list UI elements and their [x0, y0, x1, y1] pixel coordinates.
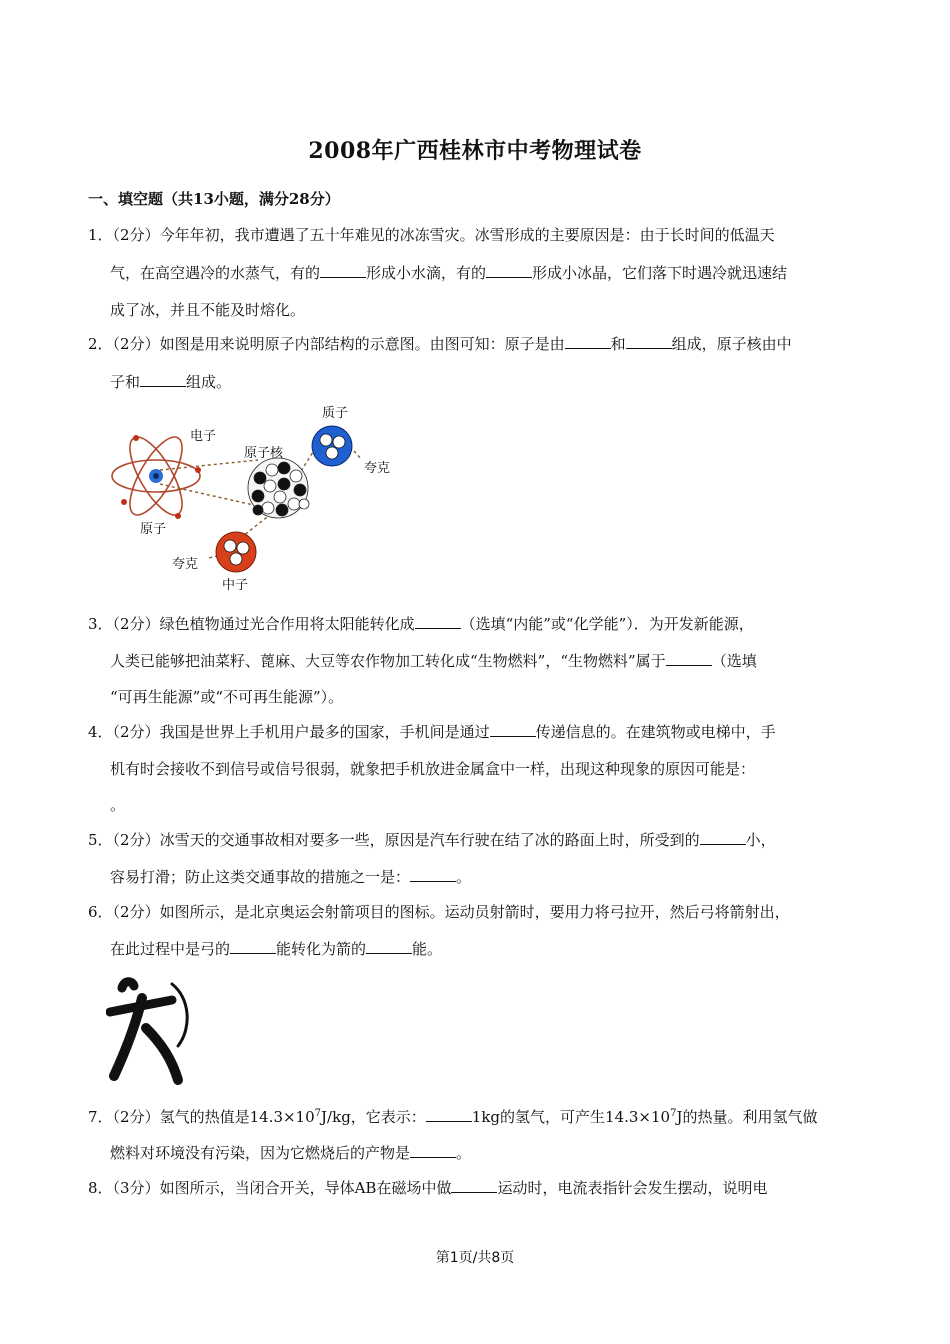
question-text: J/kg，它表示：: [321, 1108, 426, 1126]
question-4-line-1: [88, 721, 776, 742]
question-6-line-2: [110, 938, 442, 959]
question-text: （2分）我国是世界上手机用户最多的国家，手机间是通过: [112, 723, 490, 741]
superscript: 7: [314, 1108, 322, 1119]
label-quark-1: 夸克: [364, 461, 391, 476]
question-number: 5．: [88, 831, 113, 849]
question-number: 7．: [88, 1108, 113, 1126]
question-4-line-2: [110, 758, 755, 779]
nucleus-cluster: [248, 458, 309, 518]
question-text: （选填: [711, 652, 757, 670]
page-footer: 第1页/共8页: [435, 1250, 515, 1266]
question-text: 1kg的氢气，可产生14.3×10: [471, 1108, 671, 1126]
answer-blank[interactable]: [565, 334, 611, 349]
section-heading: 一、填空题（共13小题，满分28分）: [88, 190, 340, 208]
question-text: 。: [456, 868, 472, 886]
proton-circle: [312, 426, 352, 466]
question-4-line-3: [110, 794, 125, 815]
question-3-line-1: [88, 613, 754, 634]
label-nucleus: 原子核: [244, 446, 284, 461]
question-text: （3分）如图所示，当闭合开关，导体AB在磁场中做: [112, 1179, 452, 1197]
question-7-line-1: [88, 1106, 817, 1127]
answer-blank[interactable]: [626, 334, 672, 349]
question-number: 8．: [88, 1179, 113, 1197]
question-text: （2分）绿色植物通过光合作用将太阳能转化成: [112, 615, 415, 633]
answer-blank[interactable]: [140, 372, 186, 387]
question-text: （选填“内能”或“化学能”）．为开发新能源，: [460, 615, 754, 633]
answer-blank[interactable]: [490, 722, 536, 737]
question-text: 能。: [412, 940, 443, 958]
archery-pictogram-icon: [106, 972, 196, 1090]
neutron-circle: [216, 532, 256, 572]
label-neutron: 中子: [222, 578, 249, 593]
question-number: 1．: [88, 226, 113, 244]
question-text: 机有时会接收不到信号或信号很弱，就象把手机放进金属盒中一样，出现这种现象的原因可能是：: [110, 760, 756, 778]
label-quark-2: 夸克: [172, 557, 199, 572]
question-number: 4．: [88, 723, 113, 741]
page-title: 2008年广西桂林市中考物理试卷: [308, 138, 642, 164]
answer-blank[interactable]: [666, 651, 712, 666]
question-text: J的热量。利用氢气做: [676, 1108, 818, 1126]
answer-blank[interactable]: [366, 939, 412, 954]
question-3-line-2: [110, 650, 757, 671]
question-8-line-1: [88, 1177, 767, 1198]
question-text: 人类已能够把油菜籽、蓖麻、大豆等农作物加工转化成“生物燃料”，“生物燃料”属于: [110, 652, 666, 670]
answer-blank[interactable]: [700, 830, 746, 845]
question-text: （2分）氢气的热值是14.3×10: [112, 1108, 315, 1126]
superscript: 7: [670, 1108, 677, 1119]
question-number: 2．: [88, 335, 113, 353]
answer-blank[interactable]: [415, 614, 461, 629]
question-1-line-1: [88, 224, 775, 245]
question-2-line-1: [88, 333, 792, 354]
question-text: 运动时，电流表指针会发生摆动，说明电: [497, 1179, 768, 1197]
question-3-line-3: [110, 686, 343, 707]
question-text: 形成小冰晶，它们落下时遇冷就迅速结: [532, 264, 788, 282]
question-text: 能转化为箭的: [276, 940, 367, 958]
question-number: 3．: [88, 615, 113, 633]
atom-structure-figure: [108, 398, 408, 596]
question-text: 燃料对环境没有污染，因为它燃烧后的产物是: [110, 1144, 411, 1162]
question-text: 。: [110, 796, 126, 814]
question-text: 气，在高空遇冷的水蒸气，有的: [110, 264, 321, 282]
answer-blank[interactable]: [486, 263, 532, 278]
question-7-line-2: [110, 1142, 471, 1163]
label-electron: 电子: [190, 429, 217, 444]
question-5-line-2: [110, 866, 471, 887]
question-2-line-2: [110, 371, 231, 392]
question-text: 传递信息的。在建筑物或电梯中，手: [535, 723, 776, 741]
question-text: （2分）如图是用来说明原子内部结构的示意图。由图可知：原子是由: [112, 335, 565, 353]
question-text: 。: [456, 1144, 472, 1162]
answer-blank[interactable]: [426, 1107, 472, 1122]
question-text: “可再生能源”或“不可再生能源”）。: [110, 688, 344, 706]
question-1-line-2: [110, 262, 787, 283]
answer-blank[interactable]: [410, 1143, 456, 1158]
question-text: （2分）如图所示，是北京奥运会射箭项目的图标。运动员射箭时，要用力将弓拉开，然后弓将箭射出，: [112, 903, 790, 921]
question-text: 组成，原子核由中: [671, 335, 792, 353]
question-text: 容易打滑；防止这类交通事故的措施之一是：: [110, 868, 411, 886]
answer-blank[interactable]: [451, 1178, 497, 1193]
question-text: 小，: [745, 831, 776, 849]
label-proton: 质子: [322, 406, 349, 421]
question-text: 在此过程中是弓的: [110, 940, 231, 958]
question-1-line-3: [110, 299, 305, 320]
label-atom: 原子: [140, 522, 167, 537]
answer-blank[interactable]: [410, 867, 456, 882]
question-text: （2分）今年年初，我市遭遇了五十年难见的冰冻雪灾。冰雪形成的主要原因是：由于长时间的低温天: [112, 226, 775, 244]
question-text: 和: [610, 335, 626, 353]
question-text: 子和: [110, 373, 141, 391]
question-text: 形成小水滴，有的: [366, 264, 487, 282]
question-text: 成了冰，并且不能及时熔化。: [110, 301, 306, 319]
question-text: 组成。: [186, 373, 232, 391]
question-6-line-1: [88, 901, 790, 922]
answer-blank[interactable]: [230, 939, 276, 954]
question-number: 6．: [88, 903, 113, 921]
question-text: （2分）冰雪天的交通事故相对要多一些，原因是汽车行驶在结了冰的路面上时，所受到的: [112, 831, 700, 849]
question-5-line-1: [88, 829, 776, 850]
answer-blank[interactable]: [320, 263, 366, 278]
